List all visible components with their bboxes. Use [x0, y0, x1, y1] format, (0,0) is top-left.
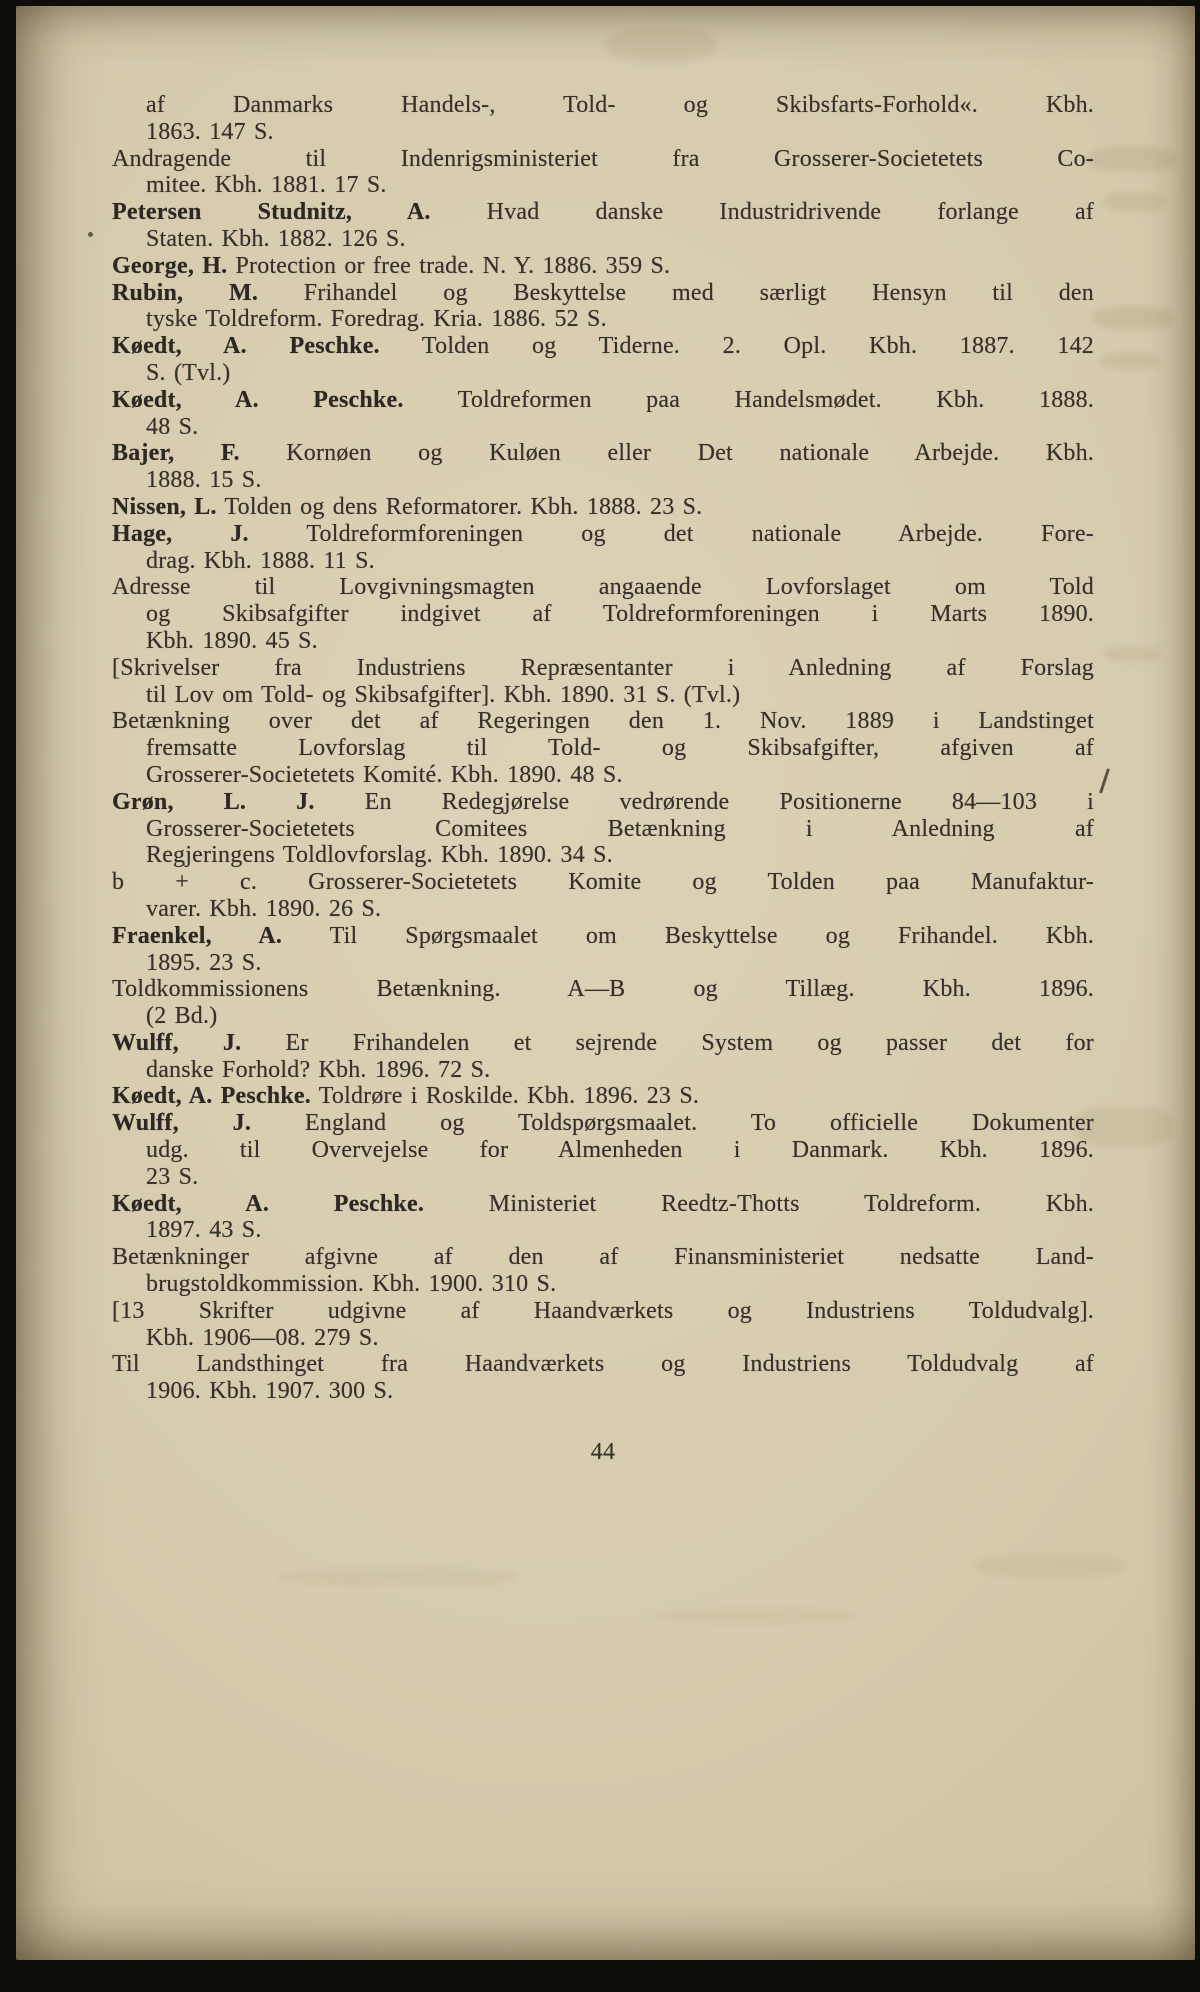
entry-line: af Danmarks Handels-, Told- og Skibsfarts-Forhold«. Kbh. — [146, 92, 1094, 118]
entry-line: 1888. 15 S. — [146, 467, 262, 494]
entry-line: Kbh. 1906—08. 279 S. — [146, 1324, 379, 1351]
entry-author: Petersen Studnitz, A. — [112, 199, 431, 226]
bibliography-entry — [112, 280, 1094, 334]
bibliography-entry — [112, 1083, 1094, 1110]
entry-line: til Lov om Told- og Skibsafgifter]. Kbh. 1890. 31 S. (Tvl.) — [146, 681, 741, 708]
ink-speck — [88, 232, 93, 237]
entry-author: Wulff, J. — [112, 1029, 242, 1056]
bleed-through-mark — [1104, 646, 1160, 662]
entry-author: Rubin, M. — [112, 279, 259, 306]
bleed-through-mark — [656, 1608, 856, 1624]
entry-line: Fraenkel, A. Til Spørgsmaalet om Beskyttelse og Frihandel. Kbh. — [112, 922, 1094, 949]
entry-line: og Skibsafgifter indgivet af Toldreformforeningen i Marts 1890. — [146, 601, 1094, 628]
entry-author: Wulff, J. — [112, 1110, 252, 1137]
bibliography-list — [112, 92, 1094, 1405]
entry-line: Kbh. 1890. 45 S. — [146, 627, 318, 654]
entry-line: b + c. Grosserer-Societetets Komite og Tolden paa Manufaktur- — [112, 869, 1094, 896]
entry-line: 23 S. — [146, 1163, 199, 1190]
entry-author: Hage, J. — [112, 520, 249, 547]
entry-line: Andragende til Indenrigsministeriet fra Grosserer-Societetets Co- — [112, 145, 1094, 172]
entry-author: Køedt, A. Peschke. — [112, 1190, 425, 1217]
bleed-through-mark — [1100, 352, 1160, 370]
entry-line: Køedt, A. Peschke. Toldrøre i Roskilde. Kbh. 1896. 23 S. — [112, 1083, 700, 1110]
entry-author: Køedt, A. Peschke. — [112, 333, 380, 360]
entry-author: Grøn, L. J. — [112, 788, 315, 815]
entry-line: (2 Bd.) — [146, 1003, 218, 1030]
entry-line: Bajer, F. Kornøen og Kuløen eller Det nationale Arbejde. Kbh. — [112, 440, 1094, 467]
entry-author: Køedt, A. Peschke. — [112, 1083, 311, 1110]
entry-line: [13 Skrifter udgivne af Haandværkets og Industriens Toldudvalg]. — [112, 1297, 1094, 1324]
bibliography-entry — [112, 789, 1094, 869]
bibliography-text-block — [112, 92, 1094, 1466]
bibliography-entry — [112, 869, 1094, 923]
entry-line: Grøn, L. J. En Redegjørelse vedrørende Positionerne 84—103 i — [112, 788, 1094, 815]
bleed-through-mark — [276, 1568, 516, 1586]
bibliography-entry — [112, 923, 1094, 977]
page-number: 44 — [590, 1439, 616, 1466]
entry-author: Fraenkel, A. — [112, 922, 283, 949]
entry-line: varer. Kbh. 1890. 26 S. — [146, 895, 382, 922]
bibliography-entry — [112, 574, 1094, 654]
bibliography-entry — [112, 1191, 1094, 1245]
bleed-through-mark — [1092, 306, 1174, 330]
entry-line: tyske Toldreform. Foredrag. Kria. 1886. 52 S. — [146, 306, 607, 333]
bleed-through-mark — [976, 1554, 1126, 1578]
bibliography-entry — [112, 494, 1094, 521]
entry-line: Rubin, M. Frihandel og Beskyttelse med særligt Hensyn til den — [112, 279, 1094, 306]
entry-line: drag. Kbh. 1888. 11 S. — [146, 547, 375, 574]
bleed-through-mark — [1104, 192, 1166, 212]
entry-line: George, H. Protection or free trade. N. Y. 1886. 359 S. — [112, 252, 671, 279]
bibliography-entry — [112, 440, 1094, 494]
entry-line: Wulff, J. Er Frihandelen et sejrende System og passer det for — [112, 1029, 1094, 1056]
entry-author: Nissen, L. — [112, 493, 217, 520]
entry-line: 1895. 23 S. — [146, 949, 262, 976]
bibliography-entry — [112, 708, 1094, 788]
entry-line: mitee. Kbh. 1881. 17 S. — [146, 172, 387, 199]
entry-line: Wulff, J. England og Toldspørgsmaalet. To officielle Dokumenter — [112, 1110, 1094, 1137]
entry-line: Regjeringens Toldlovforslag. Kbh. 1890. 34 S. — [146, 842, 613, 869]
bibliography-entry — [112, 1298, 1094, 1352]
entry-line: Køedt, A. Peschke. Tolden og Tiderne. 2. Opl. Kbh. 1887. 142 — [112, 333, 1095, 360]
entry-line: brugstoldkommission. Kbh. 1900. 310 S. — [146, 1271, 557, 1298]
entry-line: 48 S. — [146, 413, 199, 440]
bibliography-entry — [112, 976, 1094, 1030]
entry-line: S. (Tvl.) — [146, 359, 231, 386]
ink-stroke-mark — [1099, 768, 1110, 794]
bibliography-entry — [112, 333, 1094, 387]
entry-line: Nissen, L. Tolden og dens Reformatorer. Kbh. 1888. 23 S. — [112, 493, 703, 520]
entry-line: Grosserer-Societetets Comitees Betænkning i Anledning af — [146, 815, 1094, 842]
entry-line: Hage, J. Toldreformforeningen og det nationale Arbejde. Fore- — [112, 520, 1095, 547]
bibliography-entry — [112, 521, 1094, 575]
entry-author: Køedt, A. Peschke. — [112, 386, 404, 413]
bibliography-entry — [112, 92, 1094, 146]
entry-line: Toldkommissionens Betænkning. A—B og Tillæg. Kbh. 1896. — [112, 976, 1094, 1003]
bibliography-entry — [112, 146, 1094, 200]
entry-line: [Skrivelser fra Industriens Repræsentanter i Anledning af Forslag — [112, 654, 1094, 681]
entry-author: Bajer, F. — [112, 440, 240, 467]
entry-line: Køedt, A. Peschke. Toldreformen paa Handelsmødet. Kbh. 1888. — [112, 386, 1094, 413]
bibliography-entry — [112, 199, 1094, 253]
entry-line: 1863. 147 S. — [146, 118, 274, 145]
scanned-book-page — [16, 6, 1195, 1960]
bibliography-entry — [112, 1244, 1094, 1298]
bibliography-entry — [112, 387, 1094, 441]
entry-line: fremsatte Lovforslag til Told- og Skibsafgifter, afgiven af — [146, 735, 1094, 762]
entry-line: 1897. 43 S. — [146, 1217, 262, 1244]
bibliography-entry — [112, 1351, 1094, 1405]
entry-line: Betænkninger afgivne af den af Finansministeriet nedsatte Land- — [112, 1244, 1094, 1271]
entry-line: Adresse til Lovgivningsmagten angaaende Lovforslaget om Told — [112, 574, 1094, 601]
bleed-through-mark — [606, 28, 716, 62]
entry-line: Betænkning over det af Regeringen den 1. Nov. 1889 i Landstinget — [112, 708, 1094, 735]
entry-line: Til Landsthinget fra Haandværkets og Industriens Toldudvalg af — [112, 1351, 1094, 1378]
bibliography-entry — [112, 253, 1094, 280]
bibliography-entry — [112, 1110, 1094, 1190]
bibliography-entry — [112, 655, 1094, 709]
entry-line: danske Forhold? Kbh. 1896. 72 S. — [146, 1056, 491, 1083]
entry-author: George, H. — [112, 252, 228, 279]
bleed-through-mark — [1088, 146, 1176, 172]
entry-line: 1906. Kbh. 1907. 300 S. — [146, 1378, 394, 1405]
bibliography-entry — [112, 1030, 1094, 1084]
entry-line: Petersen Studnitz, A. Hvad danske Industridrivende forlange af — [112, 199, 1094, 226]
entry-line: Grosserer-Societetets Komité. Kbh. 1890. 48 S. — [146, 761, 623, 788]
entry-line: Staten. Kbh. 1882. 126 S. — [146, 225, 406, 252]
entry-line: Køedt, A. Peschke. Ministeriet Reedtz-Thotts Toldreform. Kbh. — [112, 1190, 1095, 1217]
entry-line: udg. til Overvejelse for Almenheden i Danmark. Kbh. 1896. — [146, 1137, 1094, 1164]
